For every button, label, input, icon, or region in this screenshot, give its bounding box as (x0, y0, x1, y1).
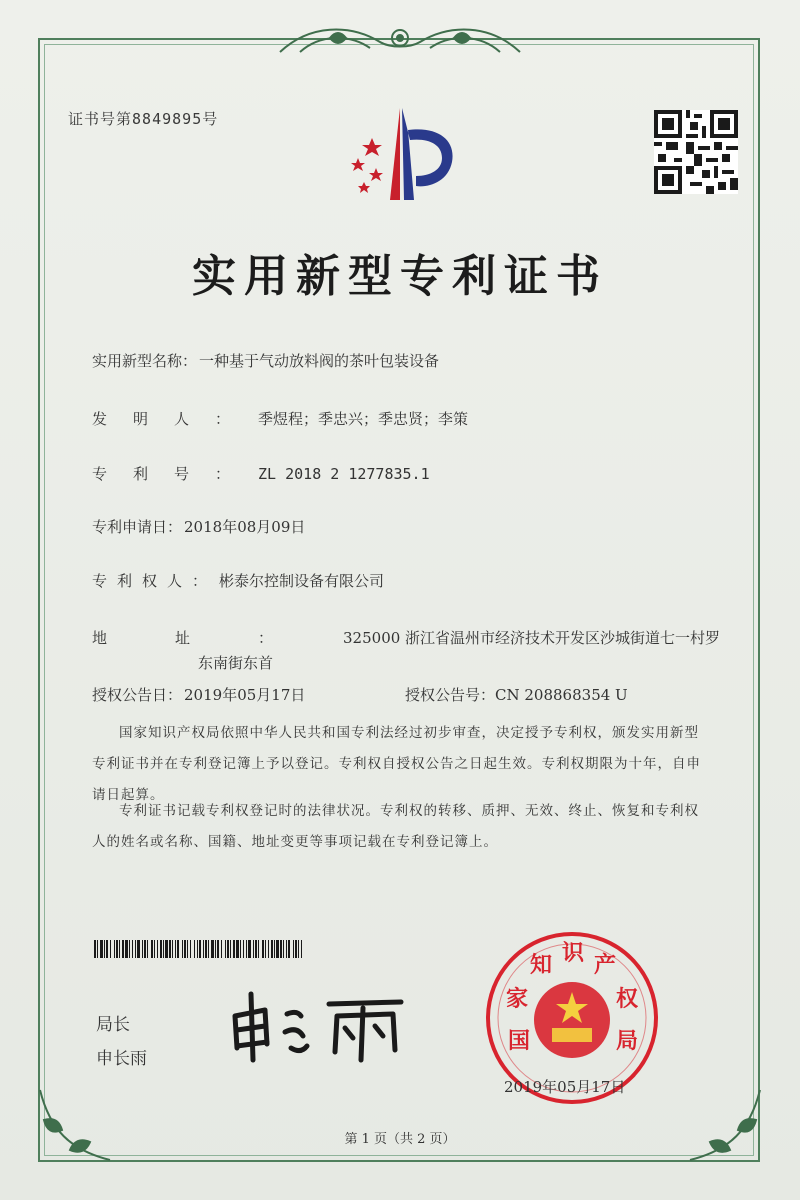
field-patent-number (92, 463, 430, 484)
director-title: 局长 (96, 1015, 130, 1035)
barcode-bar (177, 940, 179, 958)
barcode-bar (187, 940, 188, 958)
value-patent-number: ZL 2018 2 1277835.1 (258, 465, 430, 483)
barcode-bar (119, 940, 120, 958)
barcode-bar (137, 940, 140, 958)
director-signature (225, 986, 415, 1066)
barcode-bar (147, 940, 148, 958)
value-utility-model-name: 一种基于气动放料阀的茶叶包装设备 (199, 352, 440, 370)
barcode-bar (94, 940, 96, 958)
barcode-bar (205, 940, 207, 958)
barcode-bar (215, 940, 216, 958)
barcode-bar (165, 940, 168, 958)
value-address-line2: 东南街东首 (198, 654, 274, 672)
barcode-bar (271, 940, 273, 958)
barcode-bar (295, 940, 297, 958)
barcode-bar (274, 940, 275, 958)
barcode-bar (97, 940, 98, 958)
value-patentee: 彬泰尔控制设备有限公司 (219, 572, 385, 590)
certificate-number (68, 108, 218, 129)
field-address (92, 627, 720, 648)
barcode-bar (225, 940, 226, 958)
label-patent-number: 专利号： (92, 465, 257, 483)
barcode-bar (125, 940, 128, 958)
barcode-bar (253, 940, 254, 958)
barcode-bar (221, 940, 222, 958)
barcode-bar (230, 940, 231, 958)
barcode-bar (122, 940, 124, 958)
barcode-bar (135, 940, 136, 958)
seal-char-4: 识 (562, 940, 585, 966)
value-grant-date: 2019年05月17日 (184, 686, 306, 704)
certificate-number-label: 证书号第 (68, 110, 133, 128)
barcode-bar (157, 940, 158, 958)
patent-office-logo (338, 100, 468, 210)
barcode-bar (211, 940, 214, 958)
value-grant-number: CN 208868354 U (495, 686, 628, 704)
certificate-title: 实用新型专利证书 (192, 251, 608, 302)
barcode-bar (169, 940, 171, 958)
value-application-date: 2018年08月09日 (184, 518, 306, 536)
barcode-bar (243, 940, 244, 958)
seal-char-6: 权 (616, 986, 639, 1012)
label-utility-model-name: 实用新型名称： (92, 352, 198, 370)
barcode-bar (142, 940, 143, 958)
barcode-bar (151, 940, 153, 958)
barcode-bar (265, 940, 266, 958)
barcode-bar (203, 940, 204, 958)
barcode-bar (258, 940, 259, 958)
seal-char-2: 家 (506, 986, 529, 1012)
barcode-bar (236, 940, 239, 958)
barcode-bar (246, 940, 247, 958)
barcode-bar (163, 940, 164, 958)
bottom-left-ornament (30, 1080, 120, 1170)
barcode-bar (268, 940, 269, 958)
barcode-bar (233, 940, 235, 958)
barcode-bar (286, 940, 287, 958)
field-grant-number (405, 684, 628, 705)
barcode-bar (172, 940, 173, 958)
seal-char-7: 局 (616, 1028, 639, 1054)
page-indicator: 第 1 页（共 2 页） (344, 1132, 456, 1147)
barcode-bar (160, 940, 162, 958)
barcode-bar (217, 940, 219, 958)
barcode-bar (132, 940, 133, 958)
barcode-bar (114, 940, 115, 958)
seal-char-5: 产 (594, 952, 617, 978)
barcode-bar (288, 940, 290, 958)
bottom-right-ornament (680, 1080, 770, 1170)
seal-char-1: 国 (508, 1028, 531, 1054)
barcode-bar (248, 940, 251, 958)
barcode-bar (280, 940, 282, 958)
barcode-bar (301, 940, 302, 958)
barcode-bar (293, 940, 294, 958)
label-inventors: 发明人： (92, 410, 257, 428)
director-name: 申长雨 (96, 1049, 147, 1069)
barcode-bar (184, 940, 186, 958)
label-patentee: 专利权人： (92, 572, 218, 590)
barcode-bar (283, 940, 284, 958)
top-ornament (270, 18, 530, 64)
barcode-bar (190, 940, 191, 958)
label-address: 地址： (92, 629, 342, 647)
statement-paragraph-1: 国家知识产权局依照中华人民共和国专利法经过初步审查，决定授予专利权，颁发实用新型专利证书并在专利登记簿上予以登记。专利权自授权公告之日起生效。专利权期限为十年，自申请日起算。 (92, 725, 701, 803)
label-grant-date: 授权公告日： (92, 686, 183, 704)
seal-date: 2019年05月17日 (504, 1078, 626, 1096)
barcode-bar (240, 940, 241, 958)
barcode-bar (255, 940, 257, 958)
barcode-bar (262, 940, 264, 958)
certificate-number-value: 8849895 (132, 110, 203, 128)
certificate-number-suffix: 号 (202, 110, 219, 128)
label-grant-number: 授权公告号： (405, 686, 496, 704)
barcode-bar (182, 940, 183, 958)
field-inventors (92, 408, 468, 429)
barcode-bar (298, 940, 299, 958)
statement-paragraph-2: 专利证书记载专利权登记时的法律状况。专利权的转移、质押、无效、终止、恢复和专利权人的姓名或名称、国籍、地址变更等事项记载在专利登记簿上。 (92, 803, 699, 850)
barcode-bar (154, 940, 155, 958)
barcode-bar (175, 940, 176, 958)
barcode-bar (104, 940, 105, 958)
barcode-bar (116, 940, 118, 958)
barcode-bar (110, 940, 111, 958)
field-patentee (92, 570, 384, 591)
barcode-bar (194, 940, 195, 958)
barcode-bar (100, 940, 103, 958)
field-application-date (92, 516, 305, 537)
barcode-bar (199, 940, 201, 958)
label-application-date: 专利申请日： (92, 518, 183, 536)
barcode-bar (144, 940, 146, 958)
value-address-line1: 325000 浙江省温州市经济技术开发区沙城街道七一村罗 (343, 629, 721, 647)
qr-code (654, 110, 738, 194)
barcode-bar (276, 940, 279, 958)
barcode-bar (208, 940, 209, 958)
value-inventors: 季煜程；季忠兴；季忠贤；李策 (258, 410, 469, 428)
barcode-bar (106, 940, 108, 958)
field-utility-model-name (92, 350, 439, 371)
barcode (94, 940, 304, 958)
barcode-bar (227, 940, 229, 958)
seal-char-3: 知 (530, 952, 553, 978)
barcode-bar (129, 940, 130, 958)
barcode-bar (197, 940, 198, 958)
field-grant-date (92, 684, 305, 705)
